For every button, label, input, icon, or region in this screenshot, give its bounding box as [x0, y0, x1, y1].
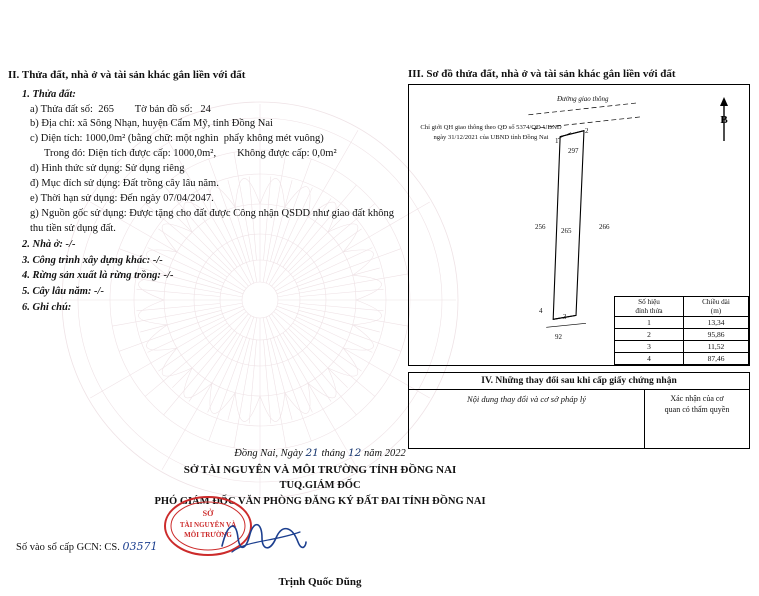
- parcel-area-detail-line: Trong đó: Diện tích được cấp: 1000,0m², Không được cấp: 0,0m²: [44, 148, 337, 160]
- signer-position-1: TUQ.GIÁM ĐỐC: [279, 480, 361, 492]
- issue-day: 21: [305, 447, 319, 459]
- map-point-4: 4: [539, 307, 543, 315]
- item-3-other-construction: 3. Công trình xây dựng khác: -/-: [22, 254, 163, 266]
- vertex-id: 3: [615, 341, 684, 353]
- section-2-title: II. Thửa đất, nhà ở và tài sản khác gắn liền với đất: [8, 69, 246, 81]
- map-point-2: 2: [585, 127, 589, 135]
- legend-header-length: Chiều dài (m): [684, 297, 749, 317]
- section-4-changes: [408, 372, 750, 449]
- table-row: [615, 329, 749, 341]
- legend-header-vertex: Số hiệu đỉnh thửa: [615, 297, 684, 317]
- table-row: [615, 341, 749, 353]
- gcn-value: 03571: [122, 540, 158, 553]
- section-3-map-column: [408, 68, 752, 449]
- signer-position-2: PHÓ GIÁM ĐỐC VĂN PHÒNG ĐĂNG KÝ ĐẤT ĐAI TỈNH ĐỒNG NAI: [154, 496, 486, 507]
- svg-text:TÀI NGUYÊN VÀ: TÀI NGUYÊN VÀ: [179, 521, 237, 529]
- parcel-address-line: b) Địa chỉ: xã Sông Nhạn, huyện Cẩm Mỹ, tỉnh Đồng Nai: [30, 118, 273, 130]
- item-2-house: 2. Nhà ở: -/-: [22, 238, 76, 250]
- road-label: Đường giao thông: [557, 95, 609, 103]
- planning-boundary-note: Chỉ giới QH giao thông theo QĐ số 5374/QĐ-UBND ngày 31/12/2021 của UBND tỉnh Đồng Nai: [420, 124, 562, 141]
- vertex-id: 4: [615, 353, 684, 365]
- map-point-1: 1: [555, 137, 559, 145]
- vertex-length: 87,46: [684, 353, 749, 365]
- gcn-number: [16, 540, 157, 553]
- signer-name: Trịnh Quốc Dũng: [278, 575, 362, 588]
- item-6-notes: 6. Ghi chú:: [22, 302, 72, 314]
- svg-text:SỞ: SỞ: [202, 509, 214, 518]
- vertex-id: 2: [615, 329, 684, 341]
- map-point-265: 265: [561, 227, 572, 235]
- map-point-297: 297: [568, 147, 579, 155]
- vertex-length: 11,52: [684, 341, 749, 353]
- svg-text:MÔI TRƯỜNG: MÔI TRƯỜNG: [184, 531, 232, 539]
- vertex-length-table: [614, 296, 749, 365]
- parcel-number-line: a) Thửa đất số: 265 Tờ bản đồ số: 24: [30, 103, 211, 115]
- section-3-title: III. Sơ đồ thửa đất, nhà ở và tài sản khác gắn liền với đất: [408, 68, 676, 80]
- section-2-item1-label: 1. Thửa đất:: [22, 88, 76, 100]
- table-row: [615, 317, 749, 329]
- svg-text:B: B: [720, 114, 728, 126]
- handwritten-signature: [218, 512, 308, 560]
- map-point-266: 266: [599, 223, 610, 231]
- section-4-title: IV. Những thay đổi sau khi cấp giấy chứng nhận: [409, 373, 749, 390]
- vertex-length: 95,86: [684, 329, 749, 341]
- vertex-id: 1: [615, 317, 684, 329]
- usage-purpose-line: đ) Mục đích sử dụng: Đất trồng cây lâu năm.: [30, 178, 219, 190]
- usage-term-line: e) Thời hạn sử dụng: Đến ngày 07/04/2047.: [30, 192, 214, 204]
- item-4-production-forest: 4. Rừng sản xuất là rừng trồng: -/-: [22, 270, 174, 282]
- section-2-land-parcel: [8, 68, 398, 316]
- section-4-col-content: Nội dung thay đổi và cơ sở pháp lý: [409, 390, 645, 448]
- usage-form-line: d) Hình thức sử dụng: Sử dụng riêng: [30, 163, 185, 175]
- issue-date-line: Đồng Nai, Ngày 21 tháng 12 năm 2022: [234, 447, 406, 459]
- gcn-label: Số vào sổ cấp GCN: CS.: [16, 542, 120, 553]
- issuing-organization: SỞ TÀI NGUYÊN VÀ MÔI TRƯỜNG TỈNH ĐỒNG NAI: [183, 463, 457, 476]
- parcel-map: [408, 84, 750, 366]
- map-point-3: 3: [563, 313, 567, 321]
- table-row: [615, 353, 749, 365]
- section-4-col-confirmation: Xác nhận của cơ quan có thẩm quyền: [664, 394, 730, 414]
- parcel-area-line: c) Diện tích: 1000,0m² (bằng chữ: một nghìn phẩy không mét vuông): [30, 133, 324, 145]
- item-5-perennial-trees: 5. Cây lâu năm: -/-: [22, 286, 104, 298]
- map-point-256: 256: [535, 223, 546, 231]
- map-point-92: 92: [555, 333, 562, 341]
- vertex-length: 13,34: [684, 317, 749, 329]
- issue-month: 12: [348, 447, 362, 459]
- usage-origin-line: g) Nguồn gốc sử dụng: Được tặng cho đất được Công nhận QSDD như giao đất không thu tiền sử dụng đất.: [30, 207, 397, 234]
